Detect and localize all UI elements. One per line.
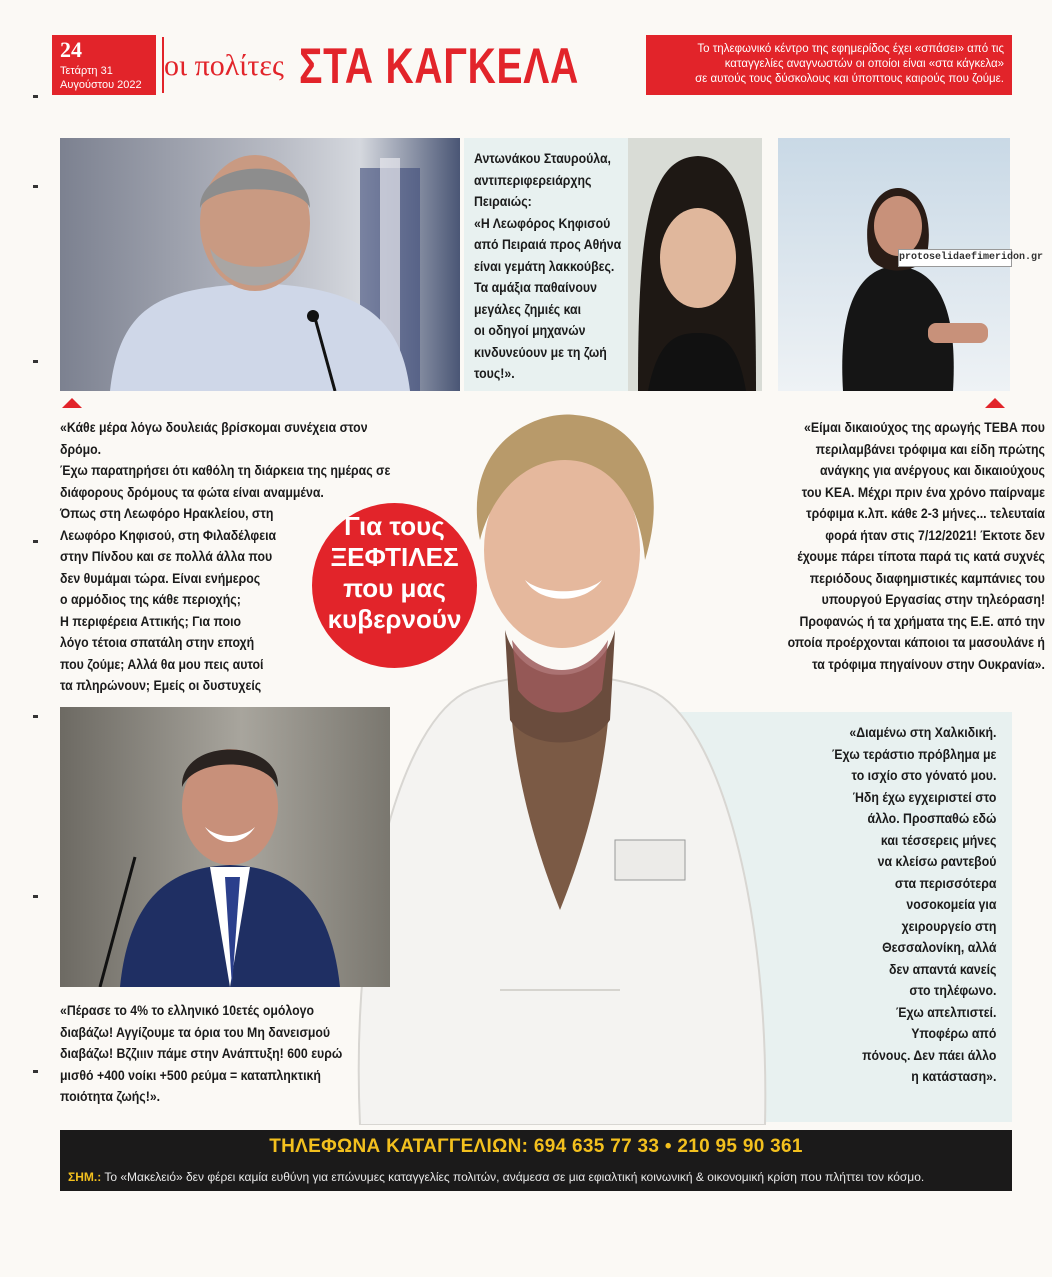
margin-mark: [33, 95, 38, 98]
quote-line: στην Πίνδου και σε πολλά άλλα που: [60, 548, 273, 564]
quote-line: έχουμε πάρει τίποτα παρά τις κατά συχνές: [797, 548, 1045, 564]
quote-line: «Η Λεωφόρος Κηφισού: [474, 214, 611, 231]
quote-line: Προφανώς ή τα χρήματα της Ε.Ε. από την: [799, 612, 1045, 629]
quote-line: η κατάσταση».: [911, 1068, 997, 1084]
quote-line: στα περισσότερα: [894, 874, 997, 891]
quote-line: περιόδους διαφημιστικές καμπάνιες του: [809, 569, 1045, 586]
headline-badge: [312, 503, 477, 668]
quote-line: τους!».: [474, 365, 515, 381]
margin-mark: [33, 540, 38, 543]
margin-mark: [33, 185, 38, 188]
quote-line: Έχω απελπιστεί.: [896, 1003, 997, 1020]
quote-line: Τα αμάξια παθαίνουν: [474, 279, 597, 295]
quote-line: να κλείσω ραντεβού: [877, 853, 997, 869]
quote-line: «Διαμένω στη Χαλκιδική.: [849, 724, 997, 740]
site-watermark: protoselidaefimeridon.gr: [898, 249, 1012, 267]
quote-line: τρόφιμα κ.λπ. κάθε 2-3 μήνες... τελευταία: [806, 505, 1045, 521]
margin-mark: [33, 360, 38, 363]
photo-politician-top-left: [60, 138, 460, 391]
quote-line: ο αρμόδιος της κάθε περιοχής;: [60, 591, 241, 607]
portrait-illustration: [60, 707, 390, 987]
triangle-marker: [985, 398, 1005, 408]
quote-line: πόνους. Δεν πάει άλλο: [862, 1046, 997, 1063]
quote-line: δεν απαντά κανείς: [888, 960, 997, 977]
quote-line: Λεωφόρο Κηφισού, στη Φιλαδέλφεια: [60, 526, 277, 543]
badge-line: ΞΕΦΤΙΛΕΣ: [330, 542, 459, 572]
quote-line: στο τηλέφωνο.: [909, 982, 997, 998]
quote-line: Αντωνάκου Σταυρούλα,: [474, 150, 611, 166]
quote-bottom-left: [60, 1000, 350, 1108]
quote-line: «Είμαι δικαιούχος της αρωγής ΤΕΒΑ που: [804, 419, 1045, 435]
page-date: [60, 64, 142, 92]
quote-line: Όπως στη Λεωφόρο Ηρακλείου, στη: [60, 505, 274, 521]
info-line: καταγγελίες αναγνωστών οι οποίοι είναι «στα κάγκελα»: [724, 58, 1004, 70]
page-header: [52, 35, 1012, 95]
page-number: 24: [60, 37, 82, 62]
portrait-illustration: [628, 138, 762, 391]
info-line: σε αυτούς τους δύσκολους και ύποπτους καιρούς που ζούμε.: [695, 73, 1004, 85]
quote-box-top-middle: [464, 138, 762, 391]
quote-line: φορά ήταν στις 7/12/2021! Έκτοτε δεν: [825, 526, 1045, 543]
quote-line: διάφορους δρόμους τα φώτα είναι αναμμένα.: [60, 483, 324, 500]
badge-line: που μας: [343, 573, 446, 603]
quote-text: [474, 148, 624, 385]
quote-line: «Κάθε μέρα λόγω δουλειάς βρίσκομαι συνέχεια στον δρόμο.: [60, 419, 368, 457]
quote-line: Υποφέρω από: [911, 1025, 997, 1041]
margin-mark: [33, 1070, 38, 1073]
quote-line: Θεσσαλονίκη, αλλά: [882, 939, 997, 955]
margin-mark: [33, 715, 38, 718]
quote-line: Ήδη έχω εγχειριστεί στο: [852, 788, 997, 805]
date-line: Τετάρτη 31: [60, 65, 113, 77]
page-number-box: [52, 35, 156, 95]
quote-line: χειρουργείο στη: [901, 917, 997, 934]
quote-line: άλλο. Προσπαθώ εδώ: [867, 810, 997, 826]
quote-line: λόγο τέτοια σπατάλη στην εποχή: [60, 634, 255, 650]
quote-line: δεν θυμάμαι τώρα. Είναι ενήμερος: [60, 569, 261, 586]
margin-mark: [33, 895, 38, 898]
disclaimer-label: ΣΗΜ.:: [68, 1170, 102, 1184]
portrait-illustration: [60, 138, 460, 391]
quote-line: τα πληρώνουν; Εμείς οι δυστυχείς: [60, 677, 262, 693]
section-kicker: οι πολίτες: [164, 49, 284, 82]
quote-line: που ζούμε; Αλλά θα μου πεις αυτοί: [60, 655, 264, 672]
quote-line: και τέσσερεις μήνες: [880, 831, 997, 848]
portrait-illustration: [340, 390, 780, 1125]
complaints-phones-bar: ΤΗΛΕΦΩΝΑ ΚΑΤΑΓΓΕΛΙΩΝ: 694 635 77 33 • 210 95 90 361: [60, 1130, 1012, 1164]
quote-line: οι οδηγοί μηχανών: [474, 322, 586, 338]
date-line: Αυγούστου 2022: [60, 79, 142, 91]
badge-line: Για τους: [344, 511, 445, 541]
quote-line: ποιότητα ζωής!».: [60, 1088, 161, 1104]
quote-line: διαβάζω! Αγγίζουμε τα όρια του Μη δανεισμού: [60, 1023, 331, 1040]
disclaimer-text: Το «Μακελειό» δεν φέρει καμία ευθύνη για επώνυμες καταγγελίες πολιτών, ανάμεσα σε μια εφιαλτική κοινωνική & οικονομική κρίση που πλήττει τον κόσμο.: [104, 1170, 925, 1184]
quote-bottom-right: [778, 722, 997, 1088]
info-line: Το τηλεφωνικό κέντρο της εφημερίδος έχει «σπάσει» από τις: [697, 43, 1004, 55]
quote-line: νοσοκομεία για: [906, 896, 997, 912]
quote-line: μεγάλες ζημιές και: [474, 300, 582, 317]
quote-line: υπουργού Εργασίας στην τηλεόραση!: [821, 591, 1045, 607]
quote-line: αντιπεριφερειάρχης: [474, 171, 592, 188]
quote-line: «Πέρασε το 4% το ελληνικό 10ετές ομόλογο: [60, 1002, 315, 1018]
disclaimer-bar: [60, 1164, 1012, 1191]
quote-line: είναι γεμάτη λακκούβες.: [474, 257, 615, 274]
quote-line: Η περιφέρεια Αττικής; Για ποιο: [60, 612, 242, 629]
quote-line: τα τρόφιμα πηγαίνουν στην Ουκρανία».: [812, 655, 1045, 672]
badge-line: κυβερνούν: [327, 604, 462, 634]
quote-line: Πειραιώς:: [474, 193, 532, 209]
quote-line: μισθό +400 νοίκι +500 ρεύμα = καταπληκτική: [60, 1066, 321, 1083]
section-headline: ΣΤΑ ΚΑΓΚΕΛΑ: [299, 38, 580, 94]
quote-line: περιλαμβάνει τρόφιμα και είδη πρώτης: [815, 440, 1045, 457]
quote-line: Έχω τεράστιο πρόβλημα με: [831, 745, 997, 762]
quote-line: του ΚΕΑ. Μέχρι πριν ένα χρόνο παίρναμε: [801, 483, 1045, 500]
quote-line: διαβάζω! Βζζιιιν πάμε στην Ανάπτυξη! 600 ευρώ: [60, 1045, 343, 1061]
photo-antonakou: [628, 138, 762, 391]
quote-line: κινδυνεύουν με τη ζωή: [474, 343, 607, 360]
photo-doctor-center: [340, 390, 780, 1125]
quote-line: οποία προέρχονται κάποιοι τα μασουλάνε ή: [787, 634, 1045, 650]
header-info-box: [646, 35, 1012, 95]
photo-politician-bottom-left: [60, 707, 390, 987]
quote-line: από Πειραιά προς Αθήνα: [474, 236, 622, 252]
triangle-marker: [62, 398, 82, 408]
quote-line: το ισχίο στο γόνατό μου.: [851, 767, 997, 783]
quote-line: Έχω παρατηρήσει ότι καθόλη τη διάρκεια της ημέρας σε: [60, 462, 391, 478]
quote-line: ανάγκης για ανέργους και δικαιούχους: [819, 462, 1045, 478]
